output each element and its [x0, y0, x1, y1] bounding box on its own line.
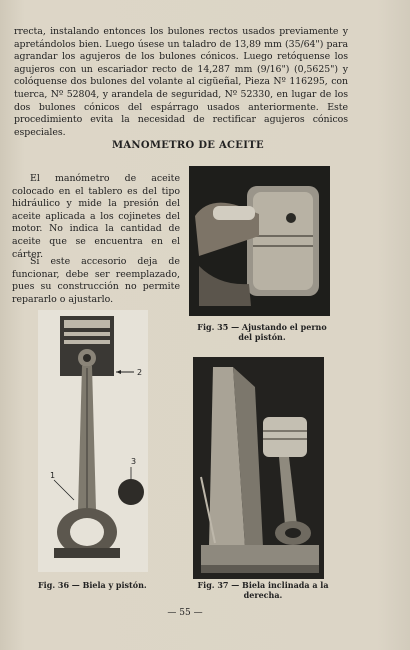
figure-36-caption: Fig. 36 — Biela y pistón.	[38, 580, 147, 590]
figure-35-caption: Fig. 35 — Ajustando el perno del pistón.	[197, 322, 327, 342]
piston-pin-photo-illustration	[189, 166, 330, 316]
oil-gauge-paragraph-1: El manómetro de aceite colocado en el tablero es del tipo hidráulico y mide la presión del aceite aplicada a los cojinetes del motor. No indica la cantidad de aceite que se encuentra en el cárter.	[12, 173, 180, 260]
figure-35-photo	[189, 166, 330, 316]
page-number: — 55 —	[167, 608, 203, 618]
rod-alignment-fixture-illustration	[193, 357, 324, 579]
figure-37-photo	[193, 357, 324, 579]
connecting-rod-drawing	[38, 310, 148, 572]
top-paragraph: rrecta, instalando entonces los bulones rectos usados previamente y apretándolos bien. Luego úsese un taladro de 13,89 mm (35/64") para agrandar los agujeros de los bulones cónicos. Luego retóquense los agujeros con un escariador recto de 14,287 mm (9/16") (0,5625") y colóquense dos bulones del volante al cigüeñal, Pieza Nº 116295, con tuerca, Nº 52804, y arandela de seguridad, Nº 52330, en lugar de los dos bulones cónicos del espárrago usados anteriormente. Este procedimiento evita la necesidad de rectificar agujeros cónicos especiales.	[14, 26, 348, 138]
section-heading: MANOMETRO DE ACEITE	[112, 140, 264, 151]
callout-1: 1	[50, 471, 56, 480]
figure-37-caption: Fig. 37 — Biela inclinada a la derecha.	[197, 580, 329, 600]
callout-3: 3	[131, 457, 137, 466]
callout-2: 2	[137, 368, 143, 377]
oil-gauge-paragraph-2: Si este accesorio deja de funcionar, debe ser reemplazado, pues su construcción no permite repararlo o ajustarlo.	[12, 256, 180, 305]
figure-36-drawing	[38, 310, 148, 572]
